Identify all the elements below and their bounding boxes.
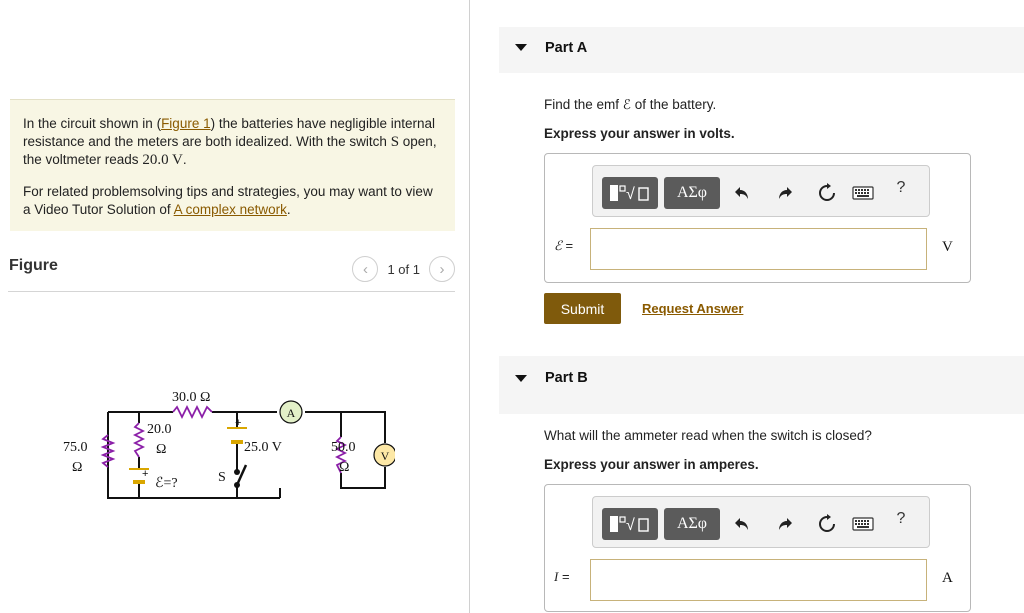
- figure-link[interactable]: Figure 1: [161, 116, 211, 131]
- greek-symbols-button[interactable]: ΑΣφ: [664, 177, 720, 209]
- keyboard-icon[interactable]: [851, 512, 875, 536]
- switch-blade: [237, 465, 246, 485]
- reset-icon[interactable]: [815, 512, 839, 536]
- tips-text: For related problemsolving tips and strategies, you may want to view a Video Tutor Solution of A complex network.: [23, 184, 433, 217]
- r-mid-unit: Ω: [156, 442, 167, 457]
- chevron-left-icon[interactable]: ‹: [352, 256, 378, 282]
- part-b-answer-input[interactable]: [590, 559, 927, 601]
- switch-label: S: [218, 470, 226, 485]
- redo-icon[interactable]: [773, 181, 797, 205]
- redo-icon[interactable]: [773, 512, 797, 536]
- figure-header: [8, 254, 455, 292]
- greek-symbols-button[interactable]: ΑΣφ: [664, 508, 720, 540]
- problem-statement: [10, 99, 455, 231]
- figure-title: Figure: [9, 257, 58, 274]
- r-top-label: 30.0 Ω: [172, 390, 211, 405]
- video-tutor-link[interactable]: A complex network: [173, 202, 287, 217]
- part-b-question: What will the ammeter read when the switch is closed?: [544, 428, 872, 443]
- templates-icon: [608, 513, 652, 535]
- chevron-right-icon[interactable]: ›: [429, 256, 455, 282]
- part-a-variable-label: ℰ =: [554, 238, 574, 253]
- templates-button[interactable]: [602, 177, 658, 209]
- wire-left-loop: [108, 412, 280, 498]
- undo-icon[interactable]: [730, 512, 754, 536]
- resistor-mid: [135, 423, 143, 457]
- battery-25-plus: +: [235, 417, 242, 429]
- caret-down-icon: [515, 44, 527, 51]
- undo-icon[interactable]: [730, 181, 754, 205]
- part-a-instruction: Express your answer in volts.: [544, 126, 735, 141]
- part-a-title: Part A: [545, 40, 588, 56]
- submit-button[interactable]: Submit: [544, 293, 621, 324]
- r-left-unit: Ω: [72, 460, 83, 475]
- part-a-header[interactable]: [499, 27, 1024, 73]
- pager-text: 1 of 1: [387, 261, 420, 277]
- part-b-unit: A: [942, 570, 953, 586]
- figure-pager: [352, 256, 455, 282]
- request-answer-link[interactable]: Request Answer: [642, 301, 744, 316]
- right-panel: [470, 0, 1024, 613]
- part-b-variable-label: I =: [554, 569, 570, 584]
- templates-icon: [608, 182, 652, 204]
- svg-text:√: √: [626, 186, 635, 203]
- resistor-top: [173, 407, 212, 417]
- keyboard-icon[interactable]: [851, 181, 875, 205]
- problem-text: In the circuit shown in (Figure 1) the batteries have negligible internal resistance and the meters are both idealized. With the switch S open, the voltmeter reads 20.0 V.: [23, 116, 437, 168]
- part-a-question: Find the emf ℰ of the battery.: [544, 97, 717, 112]
- r-right-unit: Ω: [339, 460, 350, 475]
- battery-e-plus: +: [142, 468, 149, 480]
- part-a-answer-input[interactable]: [590, 228, 927, 270]
- caret-down-icon: [515, 375, 527, 382]
- part-b-title: Part B: [545, 370, 588, 386]
- circuit-diagram: [55, 385, 395, 510]
- part-b-instruction: Express your answer in amperes.: [544, 457, 759, 472]
- part-b-header[interactable]: [499, 356, 1024, 414]
- r-left-value: 75.0: [63, 440, 88, 455]
- math-toolbar: [592, 165, 930, 217]
- ammeter-label: A: [286, 406, 296, 420]
- battery-e-label: ℰ=?: [155, 476, 178, 491]
- help-icon[interactable]: ?: [896, 510, 906, 527]
- reset-icon[interactable]: [815, 181, 839, 205]
- r-mid-value: 20.0: [147, 422, 172, 437]
- wire-right-vm: [341, 412, 385, 443]
- switch-contact: [234, 469, 240, 475]
- part-a-answer-box: [544, 153, 971, 283]
- r-right-value: 50.0: [331, 440, 356, 455]
- svg-text:√: √: [626, 517, 635, 534]
- part-b-answer-box: [544, 484, 971, 612]
- math-toolbar: [592, 496, 930, 548]
- part-a-unit: V: [942, 239, 953, 255]
- voltmeter-label: V: [380, 449, 390, 463]
- battery-25-label: 25.0 V: [244, 440, 282, 455]
- templates-button[interactable]: [602, 508, 658, 540]
- left-panel: [0, 0, 470, 613]
- help-icon[interactable]: ?: [896, 179, 906, 196]
